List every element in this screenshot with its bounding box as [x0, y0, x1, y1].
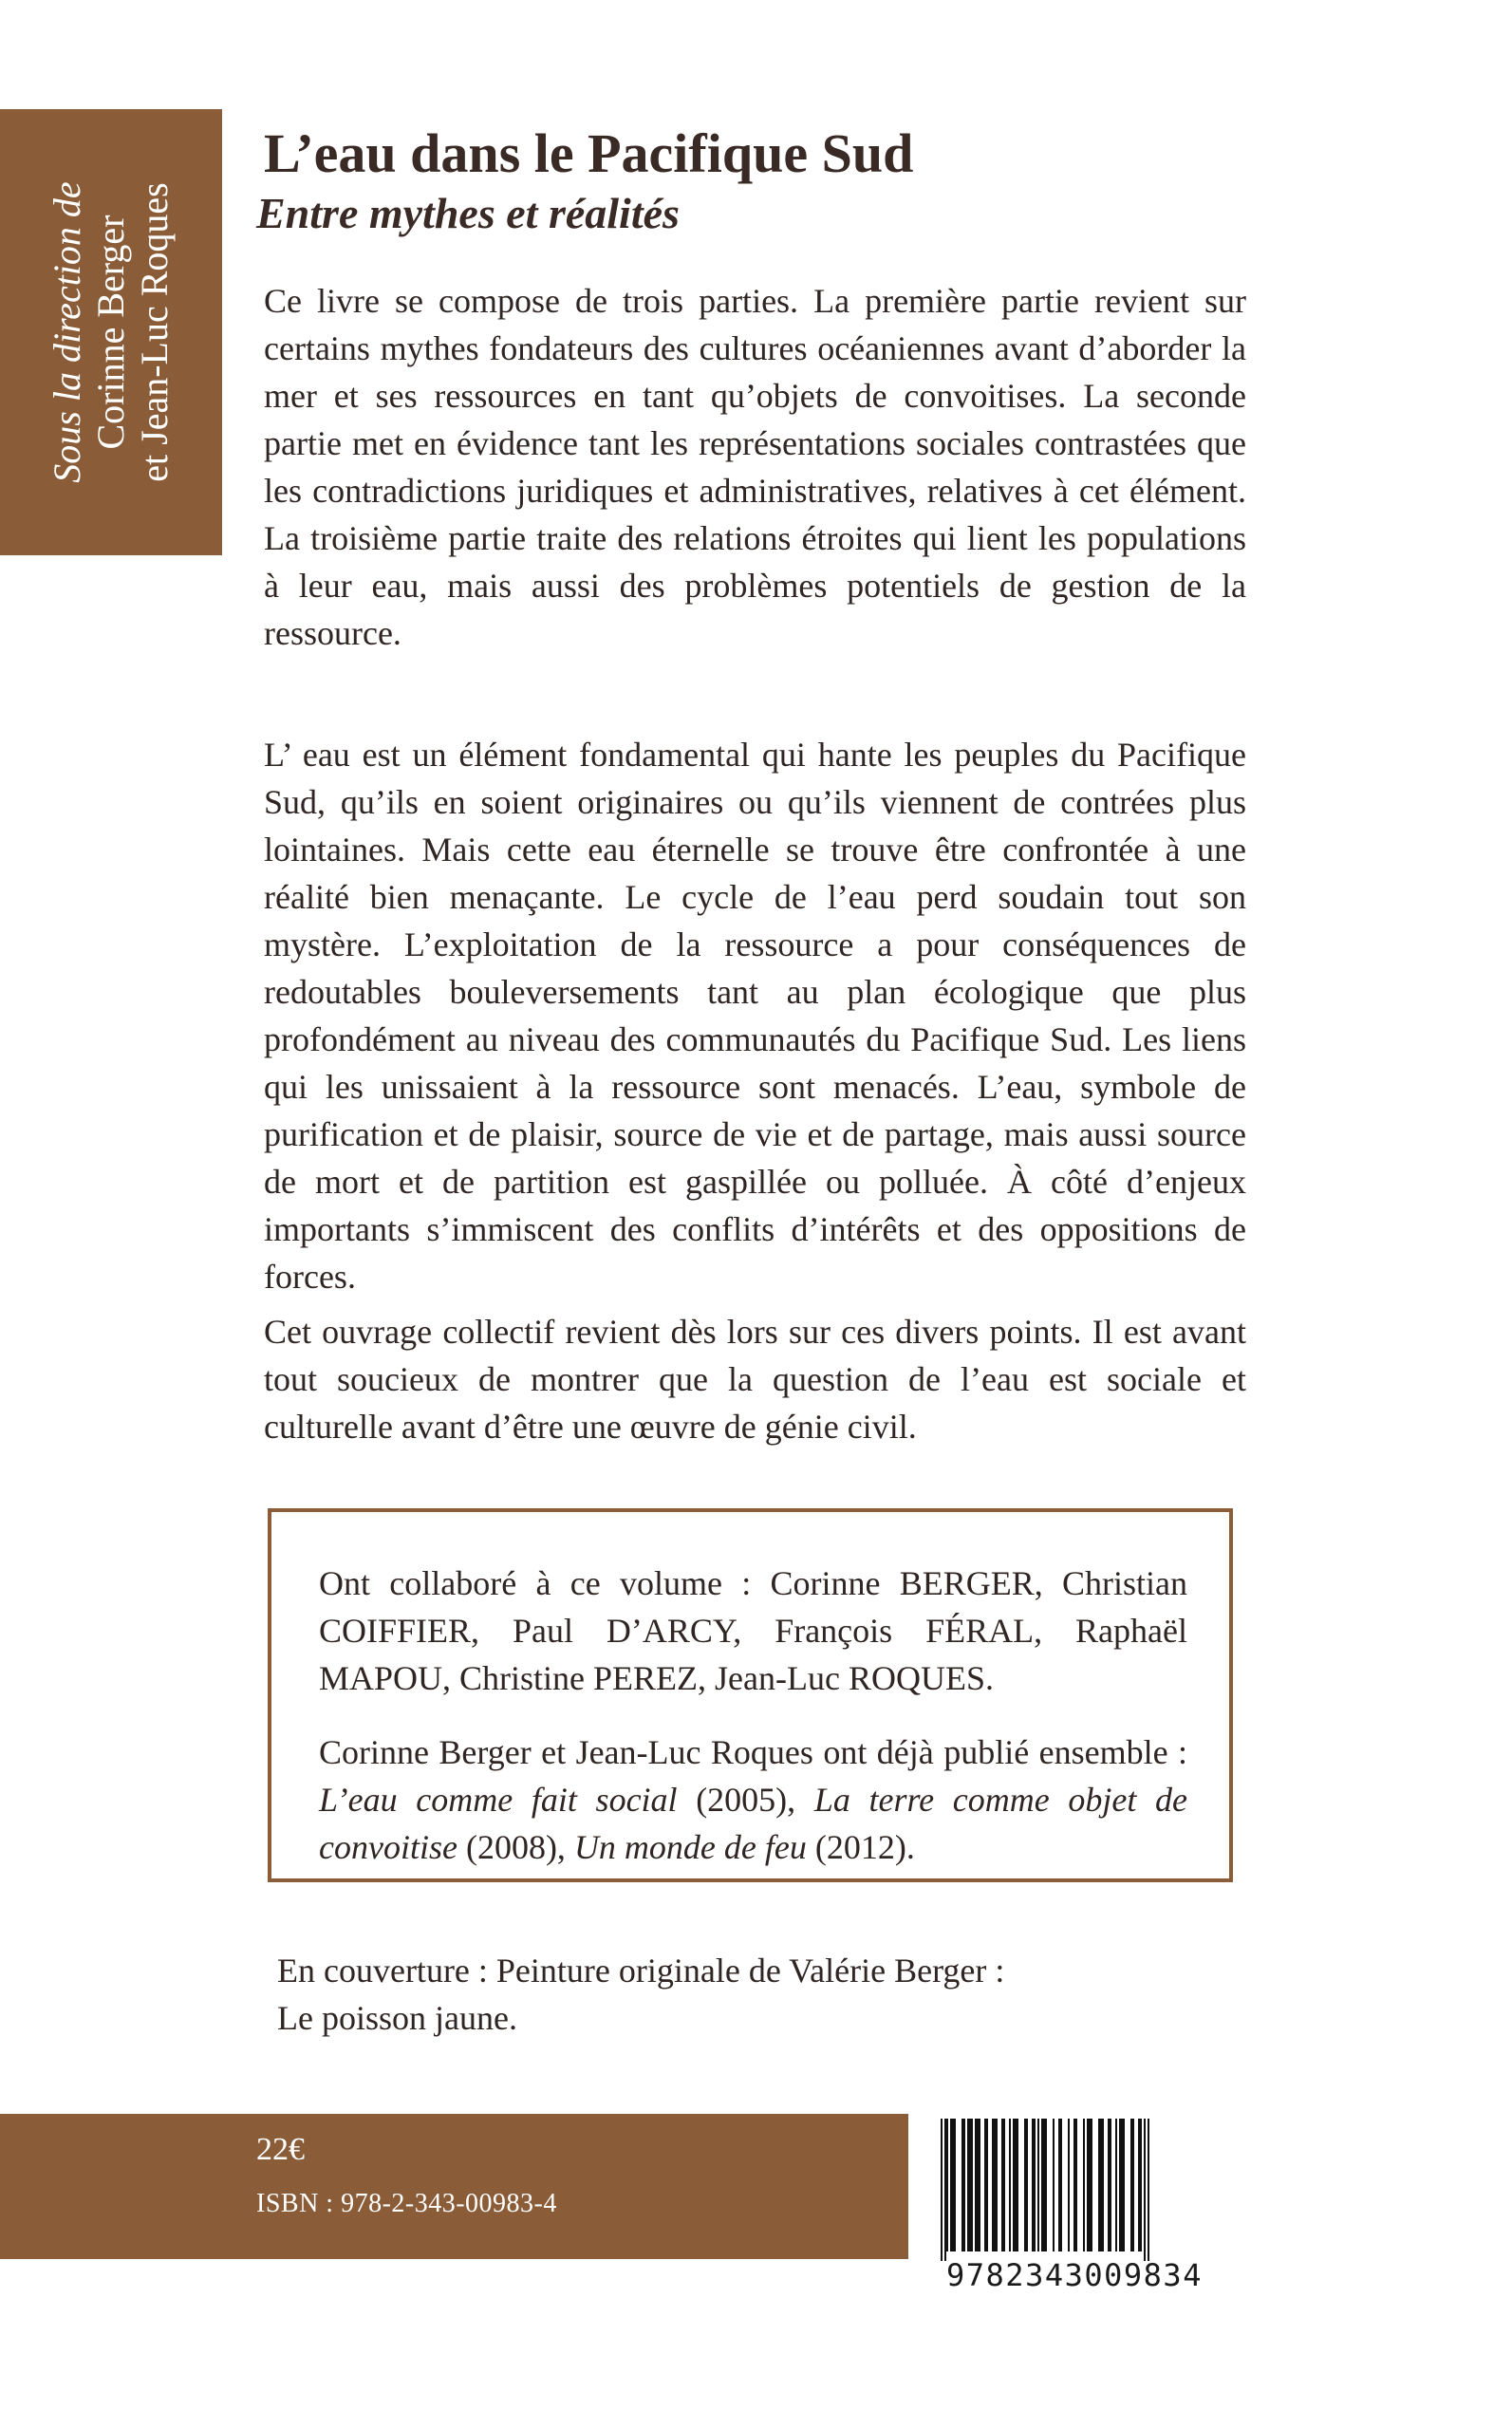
barcode-bar	[1073, 2119, 1077, 2251]
publication-title-2: La terre comme objet de convoitise	[319, 1781, 1187, 1866]
barcode-bar	[1130, 2119, 1134, 2251]
barcode-bar	[1144, 2119, 1146, 2261]
editors-credit	[46, 181, 177, 482]
barcode-bar	[1138, 2119, 1142, 2251]
publication-year-2: (2008),	[457, 1828, 574, 1866]
barcode-bar	[944, 2119, 946, 2261]
barcode-bar	[1119, 2119, 1125, 2251]
barcode-bar	[1053, 2119, 1055, 2251]
barcode-bar	[1058, 2119, 1062, 2251]
contributors-text: Ont collaboré à ce volume : Corinne BERGER, Christian COIFFIER, Paul D’ARCY, François FÉRAL, Raphaël MAPOU, Christine PEREZ, Jean-Luc ROQUES.	[319, 1564, 1187, 1697]
barcode-bar	[984, 2119, 988, 2251]
cover-credit	[277, 1947, 1226, 2042]
book-subtitle: Entre mythes et réalités	[256, 189, 680, 237]
barcode-bar	[1083, 2119, 1085, 2251]
isbn-label: ISBN : 978-2-343-00983-4	[256, 2189, 557, 2218]
barcode-bar	[1037, 2119, 1039, 2251]
barcode-digits: 9782343009834	[946, 2257, 1203, 2293]
barcode-bar	[1148, 2119, 1149, 2261]
cover-credit-line-1: En couverture : Peinture originale de Valérie Berger :	[277, 1952, 1005, 1990]
barcode-bar	[1087, 2119, 1092, 2251]
barcode-bar	[950, 2119, 956, 2251]
contributors-box	[268, 1508, 1233, 1882]
barcode-bar	[1024, 2119, 1028, 2251]
editors-label: Sous la direction de	[46, 181, 88, 483]
publications-intro: Corinne Berger et Jean-Luc Roques ont déjà publié ensemble :	[319, 1733, 1187, 1771]
editor-name-2: et Jean-Luc Roques	[133, 182, 176, 482]
summary-paragraph-2: L’ eau est un élément fondamental qui hante les peuples du Pacifique Sud, qu’ils en soient originaires ou qu’ils viennent de contrées plus lointaines. Mais cette eau éternelle se trouve être confrontée à une réalité bien menaçante. Le cycle de l’eau perd soudain tout son mystère. L’exploitation de la ressource a pour conséquences de redoutables bouleversements tant au plan écologique que plus profondément au niveau des communautés du Pacifique Sud. Les liens qui les unissaient à la ressource sont menacés. L’eau, symbole de purification et de plaisir, source de vie et de partage, mais aussi source de mort et de partition est gaspillée ou polluée. À côté d’enjeux importants s’immiscent des conflits d’intérêts et des oppositions de forces.	[264, 736, 1246, 1296]
price-bar	[0, 2114, 908, 2259]
barcode-bar	[1001, 2119, 1005, 2251]
publication-year-3: (2012).	[806, 1828, 915, 1866]
book-title: L’eau dans le Pacifique Sud	[264, 122, 914, 184]
barcode-bars	[935, 2119, 1243, 2261]
barcode-bar	[1115, 2119, 1117, 2251]
previous-publications	[319, 1728, 1187, 1871]
cover-credit-line-2: Le poisson jaune.	[277, 1999, 517, 2037]
editor-name-1: Corinne Berger	[89, 215, 132, 450]
barcode-bar	[1098, 2119, 1104, 2251]
price-label: 22€	[256, 2132, 305, 2167]
publication-title-1: L’eau comme fait social	[319, 1781, 678, 1819]
summary-paragraph-1: Ce livre se compose de trois parties. La première partie revient sur certains mythes fondateurs des cultures océaniennes avant d’aborder la mer et ses ressources en tant qu’objets de convoitises. La seconde partie met en évidence tant les représentations sociales contrastées que les contradictions juridiques et administratives, relatives à cet élément. La troisième partie traite des relations étroites qui lient les populations à leur eau, mais aussi des problèmes potentiels de gestion de la ressource.	[264, 282, 1246, 652]
barcode-bar	[941, 2119, 943, 2261]
barcode-bar	[1032, 2119, 1036, 2251]
summary-paragraph-3: Cet ouvrage collectif revient dès lors sur ces divers points. Il est avant tout soucieux de montrer que la question de l’eau est sociale et culturelle avant d’être une œuvre de génie civil.	[264, 1313, 1246, 1446]
barcode-bar	[1041, 2119, 1047, 2251]
barcode-bar	[1068, 2119, 1070, 2251]
barcode-bar	[1013, 2119, 1018, 2251]
barcode-bar	[975, 2119, 980, 2251]
barcode-bar	[961, 2119, 965, 2251]
barcode-bar	[992, 2119, 998, 2251]
publication-title-3: Un monde de feu	[573, 1828, 807, 1866]
barcode-bar	[1108, 2119, 1111, 2251]
barcode-bar	[1009, 2119, 1011, 2251]
barcode-bar	[967, 2119, 973, 2251]
barcode-bar	[946, 2119, 948, 2251]
publication-year-1: (2005),	[677, 1781, 814, 1819]
